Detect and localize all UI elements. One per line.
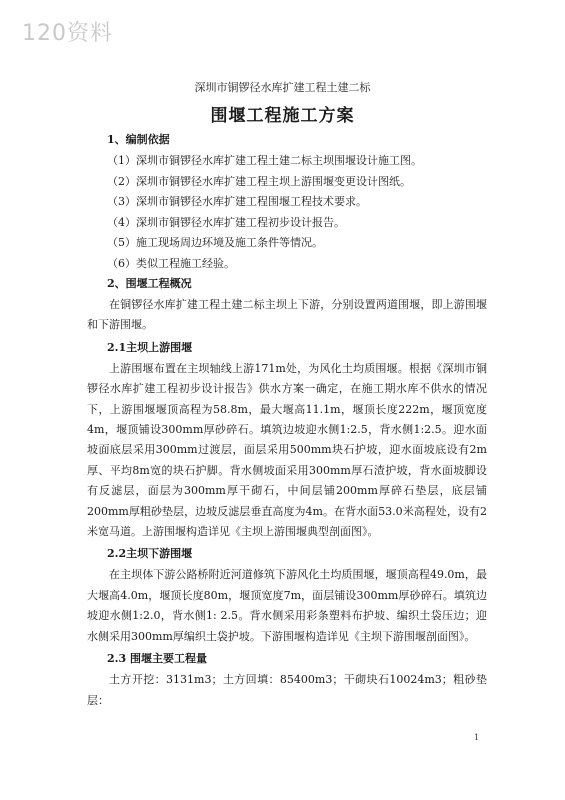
list-item: （4）深圳市铜锣径水库扩建工程初步设计报告。 [107, 215, 345, 229]
watermark-logo: 120资料 [22, 21, 113, 46]
subsection-heading-quantities: 2.3 围堰主要工程量 [107, 652, 207, 666]
overview-paragraph: 在铜锣径水库扩建工程土建二标主坝上下游，分别设置两道围堰，即上游围堰和下游围堰。 [87, 298, 487, 332]
document-title: 围堰工程施工方案 [210, 106, 355, 126]
subsection-heading-downstream: 2.2主坝下游围堰 [107, 547, 193, 561]
list-item: （3）深圳市铜锣径水库扩建工程围堰工程技术要求。 [107, 195, 367, 208]
list-item: （1）深圳市铜锣径水库扩建工程土建二标主坝围堰设计施工图。 [107, 154, 422, 167]
subsection-heading-upstream: 2.1主坝上游围堰 [107, 340, 193, 354]
section-heading-overview: 2、围堰工程概况 [107, 277, 192, 290]
list-item: （5）施工现场周边环境及施工条件等情况。 [107, 236, 323, 249]
quantities-paragraph: 土方开挖：3131m3；土方回填：85400m3；干砌块石10024m3；粗砂垫层： [87, 673, 487, 707]
document-body [87, 130, 487, 711]
page-number: 1 [474, 733, 480, 742]
downstream-paragraph: 在主坝体下游公路桥附近河道修筑下游风化土均质围堰，堰顶高程49.0m，最大堰高4.0m，堰顶长度80m，堰顶宽度7m，面层铺设300mm厚砂碎石。填筑边坡迎水侧1:2.0，背水侧1: 2.5。背水侧采用彩条塑料布护坡、编织土袋压边；迎水侧采用300mm厚编织土袋护坡。下游围堰构造详见《主坝下游围堰剖面图》。 [87, 568, 487, 643]
section-heading-basis: 1、编制依据 [107, 133, 170, 146]
list-item: （2）深圳市铜锣径水库扩建工程主坝上游围堰变更设计图纸。 [107, 174, 411, 188]
upstream-paragraph: 上游围堰布置在主坝轴线上游171m处，为风化土均质围堰。根据《深圳市铜锣径水库扩建工程初步设计报告》供水方案一确定，在施工期水库不供水的情况下，上游围堰堰顶高程为58.8m，最大堰高11.1m，堰顶长度222m，堰顶宽度4m，堰顶铺设300mm厚砂碎石。填筑边坡迎水侧1:2.5，背水侧1:2.5。迎水面坡面底层采用300mm过渡层，面层采用500mm块石护坡，迎水面坡底设有2m厚、平均8m宽的块石护脚。背水侧坡面采用300mm厚石渣护坡，背水面坡脚设有反滤层，面层为300mm厚干砌石，中间层铺200mm厚碎石垫层，底层铺200mm厚粗砂垫层，边坡反滤层垂直高度为4m。在背水面53.0米高程处，设有2米宽马道。上游围堰构造详见《主坝上游围堰典型剖面图》。 [87, 361, 487, 539]
project-title: 深圳市铜锣径水库扩建工程土建二标 [194, 81, 371, 94]
list-item: （6）类似工程施工经验。 [107, 256, 235, 270]
